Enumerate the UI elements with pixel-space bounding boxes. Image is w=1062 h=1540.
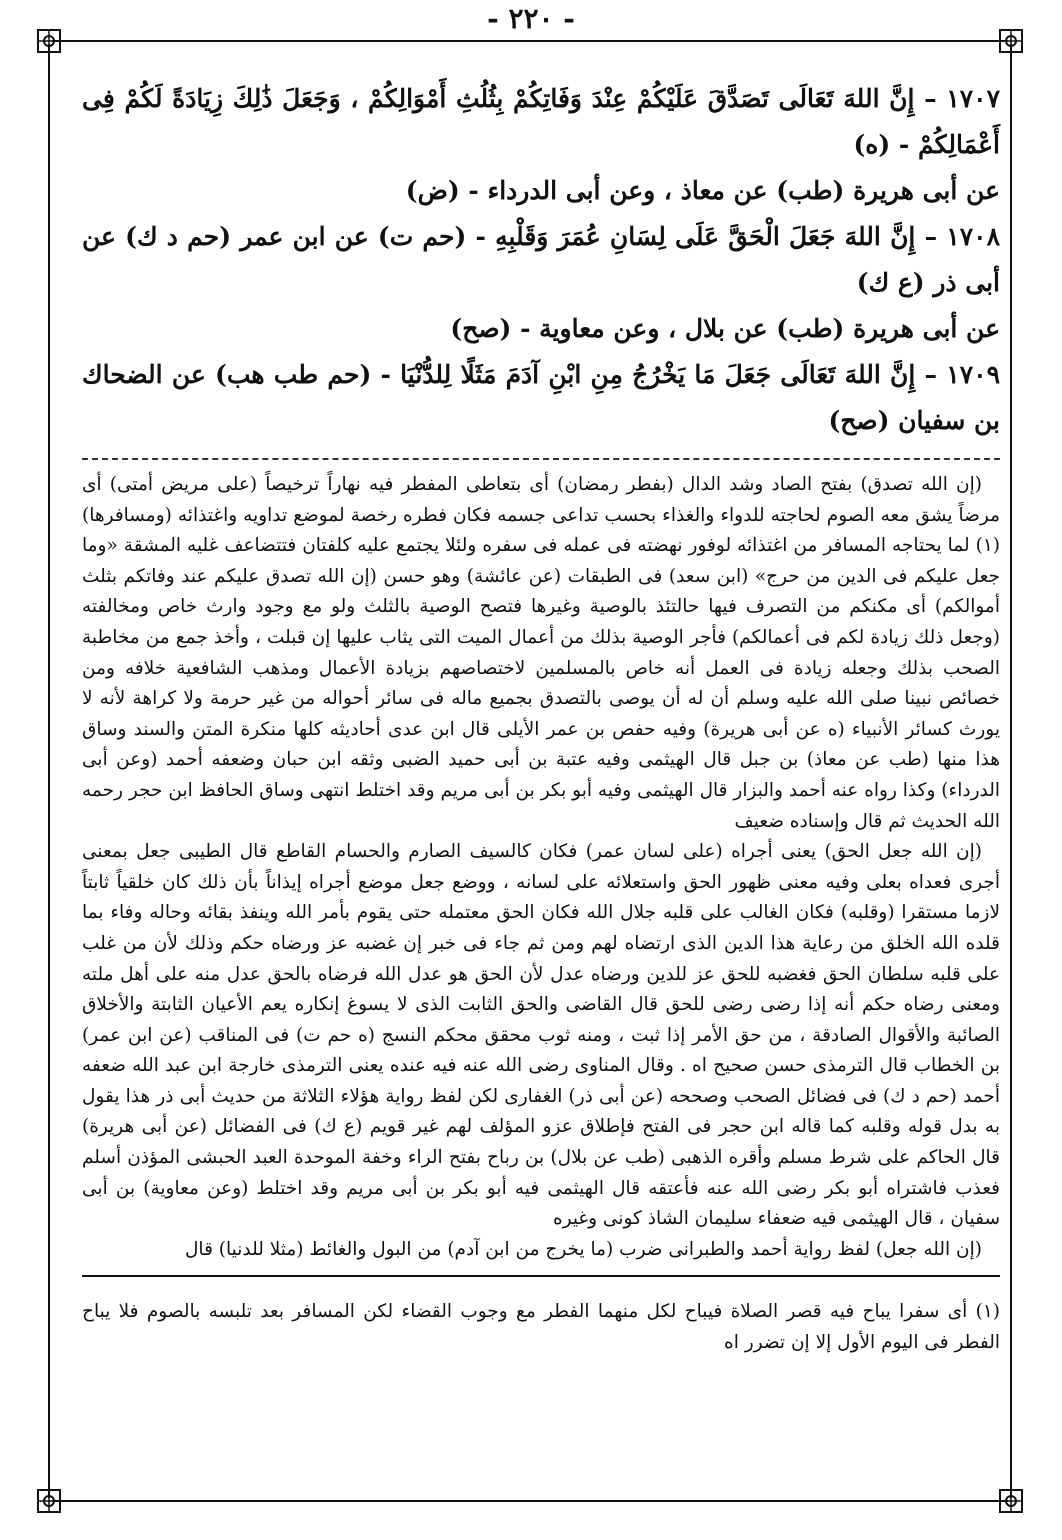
- footnote: (١) أى سفرا يباح فيه قصر الصلاة فيباح لكل منهما الفطر مع وجوب القضاء لكن المسافر بعد تلبسه بالصوم فلا يباح الفطر فى اليوم الأول إلا إن تضرر اه: [82, 1300, 1000, 1353]
- commentary: [82, 470, 1000, 1265]
- frame-top-line: [52, 40, 1008, 42]
- commentary-paragraph: (إن الله تصدق) بفتح الصاد وشد الدال (بفطر رمضان) أى بتعاطى المفطر فيه نهاراً ترخيصاً (على مريض أمتى) أى مرضاً يشق معه الصوم لحاجته للدواء والغذاء بحسب تداعى جسمه فكان فطره رخصة لموضع تداويه واغتذائه (ومسافرها) (١) لما يحتاجه المسافر من اغتذائه لوفور نهضته فى عمله فى سفره ولئلا يجتمع عليه كلفتان فتتضاعف غليه المشقة «وما جعل عليكم فى الدين من حرج» (ابن سعد) فى الطبقات (عن عائشة) وهو حسن (إن الله تصدق عليكم عند وفاتكم بثلث أموالكم) أى مكنكم من التصرف فيها حالتئذ بالوصية وغيرها فتصح الوصية بالثلث ولو مع وجود وارث خاص ومخالفته (وجعل ذلك زيادة لكم فى أعمالكم) فأجر الوصية بذلك من أعمال الميت التى يثاب عليها إن قبلت ، وأخذ جمع من مخاطبة الصحب بذلك وجعله زيادة فى العمل أنه خاص بالمسلمين لاختصاصهم بزيادة الأعمال ومذهب الشافعية خلافه ومن خصائص نبينا صلى الله عليه وسلم أن له أن يوصى بالتصدق بجميع ماله فى سائر أحواله من غير حرمة ولا كراهة لأنه لا يورث كسائر الأنبياء (ه عن أبى هريرة) وفيه حفص بن عمر الأيلى قال ابن عدى أحاديثه كلها منكرة المتن والسند وساق هذا منها (طب عن معاذ) بن جبل قال الهيثمى وفيه عتبة بن أبى حميد الضبى وثقه ابن حبان وضعفه أحمد (وعن أبى الدرداء) وكذا رواه عنه أحمد والبزار قال الهيثمى وفيه أبو بكر بن أبى مريم وقد اختلط انتهى وساق الحافظ ابن حجر رحمه الله الحديث ثم قال وإسناده ضعيف: [82, 474, 1000, 832]
- corner-ornament-icon: [34, 1486, 64, 1516]
- page-number: - ٢٢٠ -: [487, 2, 575, 35]
- hadith-block: [82, 76, 1000, 214]
- hadith-line: ١٧٠٩ – إِنَّ اللهَ تَعَالَى جَعَلَ مَا يَخْرُجُ مِنِ ابْنِ آدَمَ مَثَلًا لِلدُّنْيَا - (حم طب هب) عن الضحاك بن سفيان (صح): [82, 360, 1000, 435]
- page-content: [82, 76, 1000, 1376]
- frame-left-line: [48, 44, 50, 1498]
- hadith-line: عن أبى هريرة (طب) عن بلال ، وعن معاوية - (صح): [450, 314, 1000, 343]
- footnote-divider: [82, 1275, 1000, 1277]
- hadith-line: ١٧٠٨ – إِنَّ اللهَ جَعَلَ الْحَقَّ عَلَى لِسَانِ عُمَرَ وَقَلْبِهِ - (حم ت) عن ابن عمر (حم د ك) عن أبى ذر (ع ك): [82, 222, 1000, 297]
- commentary-paragraph: (إن الله جعل الحق) يعنى أجراه (على لسان عمر) فكان كالسيف الصارم والحسام القاطع قال الطيبى جعل بمعنى أجرى فعداه بعلى وفيه معنى ظهور الحق واستعلائه على لسانه ، ووضع جعل موضع أجراه إيذاناً بأن ذلك كان خلقياً ثابتاً لازما مستقرا (وقلبه) فكان الغالب على قلبه جلال الله فكان الحق معتمله حتى يقوم بأمر الله وينفذ بقائه وحاله وفاء بما قلده الله الخلق من رعاية هذا الدين الذى ارتضاه لهم ومن ثم جاء فى خبر إن غضبه عز ورضاه حكم وذلك لأن من غلب على قلبه سلطان الحق فغضبه للحق عز للدين ورضاه عدل لأن الحق هو عدل الله فرضاه بالحق عدل منه على أهل ملته ومعنى رضاه حكم أنه إذا رضى رضى للحق قال القاضى والحق الثابت الذى لا يسوغ إنكاره يعم الأعيان الثابتة والأخلاق الصائبة والأقوال الصادقة ، من حق الأمر إذا ثبت ، ومنه ثوب محقق محكم النسج (ه حم ت) فى المناقب (عن ابن عمر) بن الخطاب قال الترمذى حسن صحيح اه . وقال المناوى رضى الله عنه فيه عنده يعنى الترمذى خارجة ابن عبد الله ضعفه أحمد (حم د ك) فى فضائل الصحب وصححه (عن أبى ذر) الغفارى لكن لفظ رواية هؤلاء الثلاثة من حديث أبى ذر هذا يقول به بدل قوله وقلبه كما قاله ابن حجر فى الفتح فإطلاق عزو المؤلف لهم غير قويم (ع ك) فى الفضائل (عن أبى هريرة) قال الحاكم على شرط مسلم وأقره الذهبى (طب عن بلال) بن رباح بفتح الراء وخفة الموحدة العبد الحبشى المؤذن أسلم فعذب فاشتراه أبو بكر رضى الله عنه فأعتقه قال الهيثمى فيه أبو بكر بن أبى مريم وقد اختلط (وعن معاوية) بن أبى سفيان ، قال الهيثمى فيه ضعفاء سليمان الشاذ كونى وغيره: [82, 841, 1000, 1230]
- frame-bottom-line: [52, 1500, 1008, 1502]
- hadith-block: [82, 352, 1000, 444]
- commentary-paragraph: (إن الله جعل) لفظ رواية أحمد والطبرانى ضرب (ما يخرج من ابن آدم) من البول والغائط (مثلا للدنيا) قال: [184, 1238, 982, 1260]
- hadith-line: ١٧٠٧ – إِنَّ اللهَ تَعَالَى تَصَدَّقَ عَلَيْكُمْ عِنْدَ وَفَاتِكُمْ بِثُلُثِ أَمْوَالِكُمْ ، وَجَعَلَ ذَٰلِكَ زِيَادَةً لَكُمْ فِى أَعْمَالِكُمْ - (ه): [82, 84, 1000, 159]
- hadith-line: عن أبى هريرة (طب) عن معاذ ، وعن أبى الدرداء - (ض): [405, 176, 1000, 205]
- corner-ornament-icon: [996, 1486, 1026, 1516]
- section-divider: [82, 458, 1000, 460]
- hadith-block: [82, 214, 1000, 352]
- frame-right-line: [1010, 44, 1012, 1498]
